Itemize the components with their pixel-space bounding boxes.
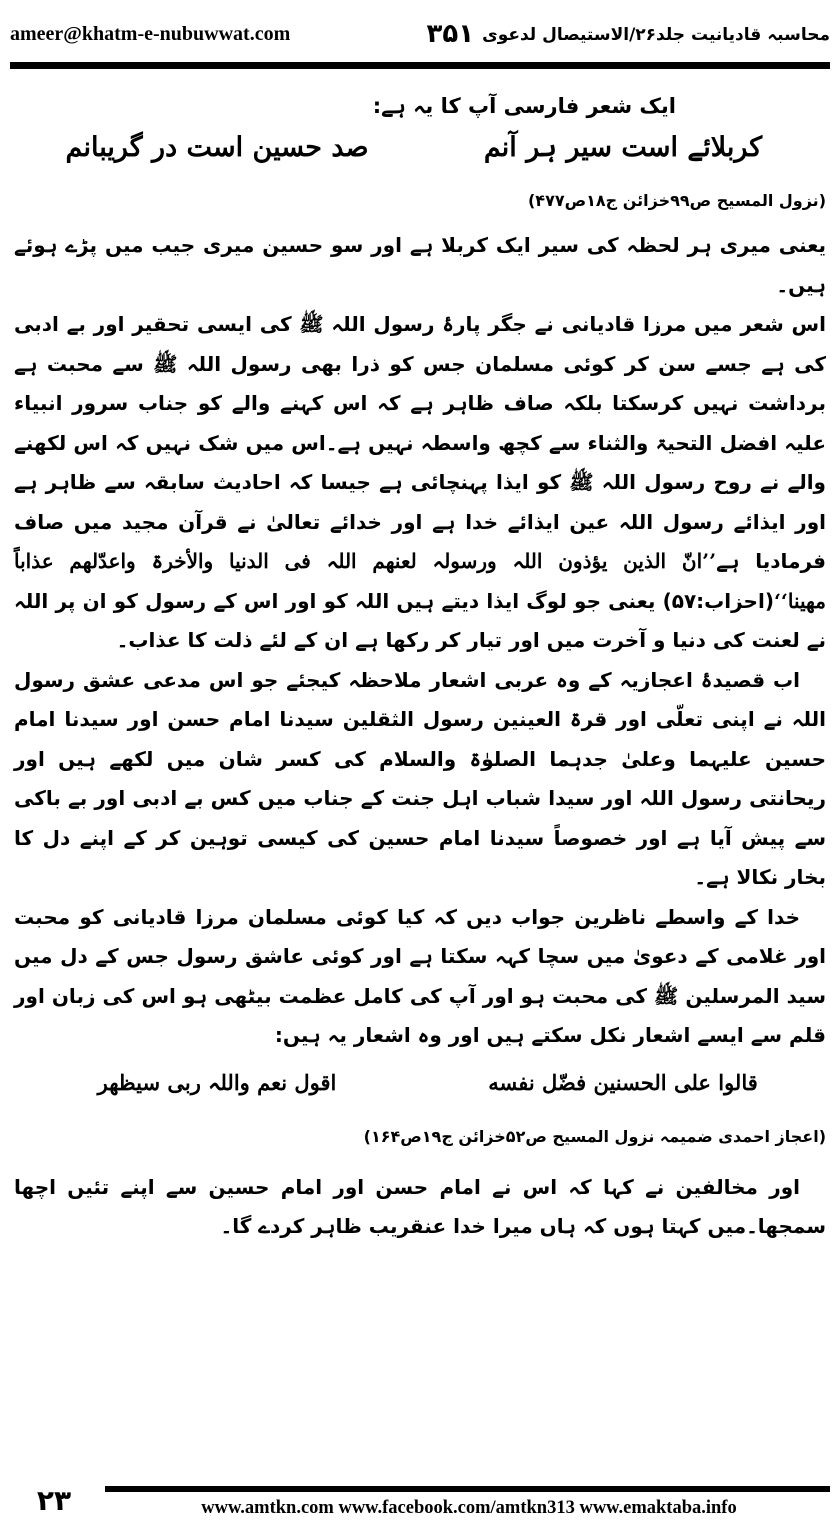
arabic-verse bbox=[14, 1060, 826, 1106]
header-email: ameer@khatm-e-nubuwwat.com bbox=[10, 22, 291, 45]
header-page-number: ۳۵۱ bbox=[426, 19, 475, 49]
header-title: محاسبہ قادیانیت جلد۲۶/الاستیصال لدعوی bbox=[482, 24, 830, 45]
intro-line: ایک شعر فارسی آپ کا یہ ہے: bbox=[372, 94, 676, 118]
paragraph-2-text: اس شعر میں مرزا قادیانی نے جگر پارۂ رسول اللہ ﷺ کی ایسی تحقیر اور بے ادبی کی ہے جسے سن کر کوئی مسلمان جس کو ذرا بھی رسول اللہ ﷺ سے محبت ہے برداشت نہیں کرسکتا بلکہ صاف ظاہر ہے کہ اس کہنے والے کو جناب سرور انبیاء علیہ افضل التحیۃ والثناء سے کچھ واسطہ نہیں ہے۔اس میں شک نہیں کہ اس لکھنے والے نے روح رسول اللہ ﷺ کو ایذا پہنچائی ہے جیسا کہ احادیث سابقہ سے ظاہر ہے اور ایذائے رسول اللہ عین ایذائے خدا ہے اور خدائے تعالیٰ نے قرآن مجید میں صاف فرمادیا ہے bbox=[14, 312, 826, 573]
paragraph-4: خدا کے واسطے ناظرین جواب دیں کہ کیا کوئی مسلمان مرزا قادیانی کو محبت اور غلامی کے دعویٰ میں سچا کہہ سکتا ہے اور کوئی عاشق رسول جس کے دل میں سید المرسلین ﷺ کی محبت ہو اور آپ کی کامل عظمت بیٹھی ہو اس کی زبان اور قلم سے ایسے اشعار نکل سکتے ہیں اور وہ اشعار یہ ہیں: bbox=[14, 904, 826, 1047]
quran-quote: ’’انّ الذین یؤذون اللہ ورسولہ لعنھم اللہ فی الدنیا والأخرۃ واعدّلھم عذاباً مھینا‘‘ bbox=[14, 549, 826, 613]
paragraph-2-end: (احزاب:۵۷) یعنی جو لوگ ایذا دیتے ہیں اللہ کو اور اس کے رسول کو ان پر اللہ نے لعنت کی دنیا و آخرت میں اور تیار کر رکھا ہے ان کے لئے ذلت کا عذاب۔ bbox=[14, 588, 826, 652]
header-title-group bbox=[427, 19, 830, 49]
paragraph-3: اب قصیدۂ اعجازیہ کے وہ عربی اشعار ملاحظہ کیجئے جو اس مدعی عشق رسول اللہ نے اپنی تعلّی اور قرۃ العینین رسول الثقلین سیدنا امام حسن اور سیدنا امام حسین علیہما وعلیٰ جدہما الصلوٰۃ والسلام کی کسر شان میں لکھے ہیں اور ریحانتی رسول اللہ اور سیدا شباب اہل جنت کے جناب میں کس بے ادبی اور بے باکی سے پیش آیا ہے اور خصوصاً سیدنا امام حسین کی کیسی توہین کر کے اپنے دل کا بخار نکالا ہے۔ bbox=[14, 667, 826, 889]
paragraph-5: اور مخالفین نے کہا کہ اس نے امام حسن اور امام حسین سے اپنے تئیں اچھا سمجھا۔میں کہتا ہوں کہ ہاں میرا خدا عنقریب ظاہر کردے گا۔ bbox=[14, 1174, 826, 1238]
citation-1: (نزول المسیح ص۹۹خزائن ج۱۸ص۴۷۷) bbox=[527, 191, 826, 210]
footer-rule bbox=[105, 1486, 830, 1492]
header-rule bbox=[10, 62, 830, 69]
paragraph-1: یعنی میری ہر لحظہ کی سیر ایک کربلا ہے اور سو حسین میری جیب میں پڑے ہوئے ہیں۔ bbox=[14, 233, 826, 297]
citation-2: (اعجاز احمدی ضمیمہ نزول المسیح ص۵۲خزائن ج۱۹ص۱۶۴) bbox=[363, 1126, 826, 1146]
persian-verse bbox=[14, 126, 826, 170]
paragraph-2 bbox=[14, 305, 826, 661]
footer-page-number: ۲۳ bbox=[36, 1483, 72, 1517]
footer-links: www.amtkn.com www.facebook.com/amtkn313 www.emaktaba.info bbox=[201, 1498, 737, 1518]
page-content bbox=[14, 88, 826, 1247]
page-footer bbox=[10, 1476, 830, 1528]
arabic-verse-left: اقول نعم واللہ ربی سیظهر bbox=[97, 1069, 337, 1095]
page-header bbox=[10, 14, 830, 54]
arabic-verse-right: قالوا علی الحسنین فضّل نفسه bbox=[488, 1069, 758, 1095]
persian-verse-right: کربلائے است سیر ہر آنم bbox=[483, 132, 763, 163]
persian-verse-left: صد حسین است در گریبانم bbox=[65, 132, 369, 163]
